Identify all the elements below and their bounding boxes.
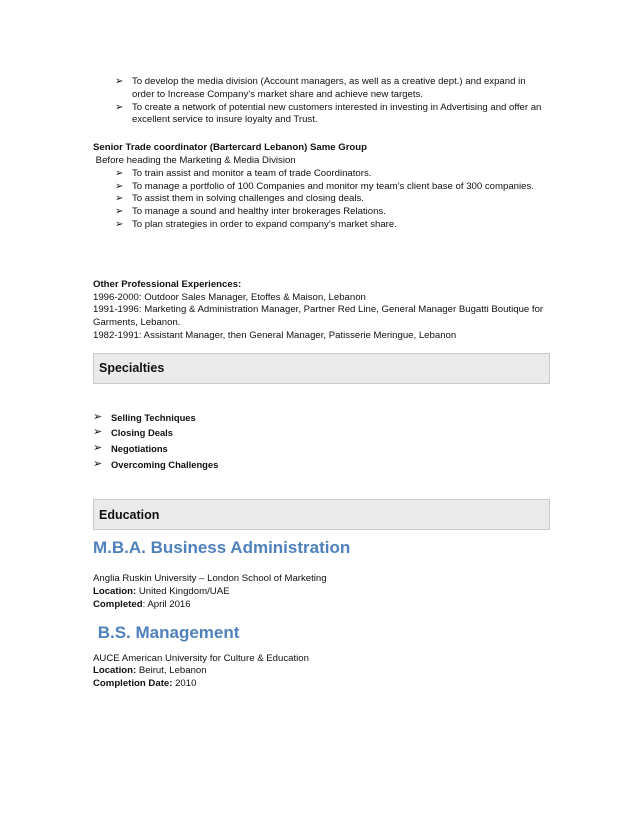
degree-date: Completed: April 2016: [93, 598, 191, 610]
experience-line: 1982-1991: Assistant Manager, then General Manager, Patisserie Meringue, Lebanon: [93, 329, 457, 341]
list-item: ➢ Overcoming Challenges: [93, 457, 548, 473]
list-item: ➢ To develop the media division (Account managers, as well as a creative dept.) and expand in order to Increase Company’s market share and achieve new targets.: [115, 76, 526, 100]
specialties-list: [93, 410, 548, 472]
list-item: ➢ Negotiations: [93, 441, 548, 457]
other-experience-heading: Other Professional Experiences:: [93, 278, 242, 290]
arrow-bullet-icon: ➢: [115, 180, 124, 192]
arrow-bullet-icon: ➢: [93, 457, 103, 470]
degree-title: B.S. Management: [93, 622, 240, 642]
specialties-section-header: Specialties: [93, 353, 550, 384]
degree-school: Anglia Ruskin University – London School of Marketing: [93, 573, 327, 585]
arrow-bullet-icon: ➢: [115, 206, 124, 218]
arrow-bullet-icon: ➢: [115, 167, 124, 179]
education-section-header: Education: [93, 499, 550, 530]
arrow-bullet-icon: ➢: [93, 410, 103, 423]
degree-location: Location: United Kingdom/UAE: [93, 585, 230, 597]
experience-line: 1996-2000: Outdoor Sales Manager, Etoffes & Maison, Lebanon: [93, 291, 366, 303]
list-item: ➢ To create a network of potential new customers interested in investing in Advertising and offer an excellent service to insure loyalty and Trust.: [115, 101, 542, 126]
arrow-bullet-icon: ➢: [93, 426, 103, 439]
list-item: ➢ To plan strategies in order to expand company’s market share.: [115, 218, 397, 230]
arrow-bullet-icon: ➢: [115, 218, 124, 230]
senior-role-subtitle: Before heading the Marketing & Media Division: [93, 154, 296, 166]
arrow-bullet-icon: ➢: [115, 193, 124, 205]
degree-title: M.B.A. Business Administration: [93, 538, 351, 558]
list-item: ➢ Selling Techniques: [93, 410, 548, 426]
senior-role-title: Senior Trade coordinator (Bartercard Lebanon) Same Group: [93, 142, 368, 154]
arrow-bullet-icon: ➢: [93, 441, 103, 454]
list-item: ➢ To manage a sound and healthy inter brokerages Relations.: [115, 206, 386, 218]
arrow-bullet-icon: ➢: [115, 76, 124, 87]
list-item: ➢ To assist them in solving challenges and closing deals.: [115, 193, 364, 205]
arrow-bullet-icon: ➢: [115, 101, 124, 113]
list-item: ➢ To manage a portfolio of 100 Companies and monitor my team’s client base of 300 companies.: [115, 180, 534, 192]
degree-date: Completion Date: 2010: [93, 678, 197, 690]
degree-school: AUCE American University for Culture & Education: [93, 652, 309, 664]
resume-content: [93, 76, 548, 691]
senior-role-bullet-list: [93, 168, 548, 232]
intro-bullet-list: [93, 76, 548, 127]
degree-location: Location: Beirut, Lebanon: [93, 665, 207, 677]
list-item: ➢ To train assist and monitor a team of trade Coordinators.: [115, 167, 372, 179]
list-item: ➢ Closing Deals: [93, 425, 548, 441]
experience-line: 1991-1996: Marketing & Administration Manager, Partner Red Line, General Manager Bugatti Boutique for Garments, Lebanon.: [93, 304, 544, 329]
